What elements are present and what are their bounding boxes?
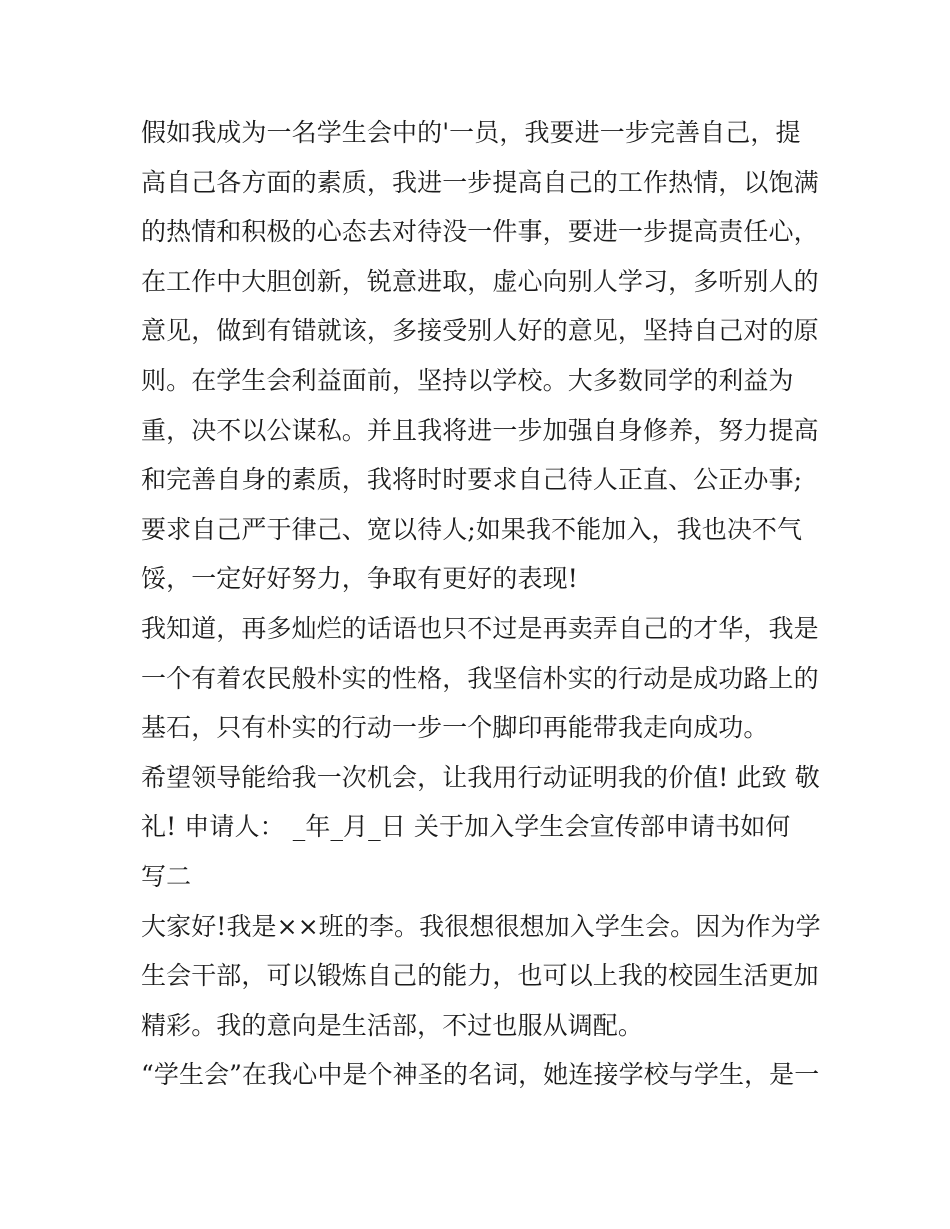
text-line: 一个有着农民般朴实的性格，我坚信朴实的行动是成功路上的 <box>141 663 819 693</box>
text-line: 要求自己严于律己、宽以待人;如果我不能加入，我也决不气 <box>141 514 803 544</box>
text-line: 生会干部，可以锻炼自己的能力，也可以上我的校园生活更加 <box>141 961 819 991</box>
text-line: 在工作中大胆创新，锐意进取，虚心向别人学习，多听别人的 <box>141 266 819 296</box>
text-line: 希望领导能给我一次机会，让我用行动证明我的价值! 此致 敬 <box>141 762 820 792</box>
text-line: 高自己各方面的素质，我进一步提高自己的工作热情，以饱满 <box>141 167 819 197</box>
text-line: “学生会”在我心中是个神圣的名词，她连接学校与学生，是一 <box>141 1060 820 1090</box>
text-line: 大家好!我是××班的李。我很想很想加入学生会。因为作为学 <box>141 911 821 941</box>
body-text <box>141 108 821 1100</box>
text-line: 我知道，再多灿烂的话语也只不过是再卖弄自己的才华，我是 <box>141 613 819 643</box>
text-line: 意见，做到有错就该，多接受别人好的意见，坚持自己对的原 <box>141 316 819 346</box>
text-line: 和完善自身的素质，我将时时要求自己待人正直、公正办事; <box>141 465 803 495</box>
text-line: 重，决不以公谋私。并且我将进一步加强自身修养，努力提高 <box>141 415 819 445</box>
text-line: 假如我成为一名学生会中的'一员，我要进一步完善自己，提 <box>141 118 801 147</box>
text-line: 馁，一定好好努力，争取有更好的表现! <box>141 564 578 594</box>
text-line: 礼! 申请人： _年_月_日 关于加入学生会宣传部申请书如何 <box>141 812 791 842</box>
text-line: 的热情和积极的心态去对待没一件事，要进一步提高责任心， <box>141 217 819 247</box>
text-line: 则。在学生会利益面前，坚持以学校。大多数同学的利益为 <box>141 365 794 395</box>
text-line: 写二 <box>141 861 192 891</box>
text-line: 基石，只有朴实的行动一步一个脚印再能带我走向成功。 <box>141 713 769 743</box>
text-line: 精彩。我的意向是生活部，不过也服从调配。 <box>141 1010 644 1040</box>
